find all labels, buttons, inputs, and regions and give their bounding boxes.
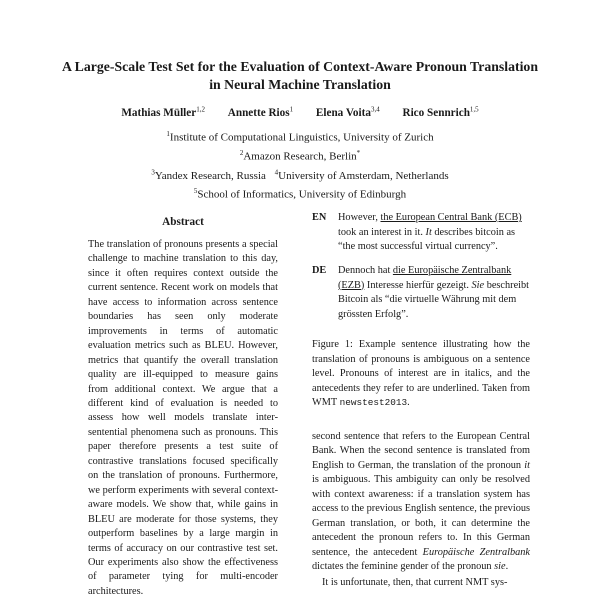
author-superscript: 1,5 [469, 105, 479, 113]
pronoun-italic: It [425, 226, 432, 238]
text-span: is ambiguous. This ambiguity can only be resolved with context awareness: if a translation system has access to the previous English sentence, the previous German translation, or both, it can determine the antecedent the pronoun refers to. In this German sentence, the antecedent [312, 474, 530, 558]
affiliation-superscript: 1 [166, 130, 170, 138]
text-span: second sentence that refers to the European Central Bank. When the second sentence is translated from English to German, the translation of the pronoun [312, 431, 530, 471]
author [402, 107, 478, 119]
affiliations [60, 127, 540, 204]
text-span: . [505, 561, 509, 573]
figure-caption [312, 338, 530, 411]
affiliation-text: Yandex Research, Russia [154, 169, 266, 182]
paragraph [312, 430, 530, 575]
affiliation-superscript: 4 [274, 168, 279, 177]
author [121, 107, 205, 119]
author-name: Elena Voita [315, 106, 371, 119]
affiliation-text: School of Informatics, University of Edinburgh [197, 189, 407, 202]
author-name: Rico Sennrich [402, 106, 470, 119]
affiliation-text: Institute of Computational Linguistics, University of Zurich [169, 131, 434, 144]
paper-title: A Large-Scale Test Set for the Evaluation of Context-Aware Pronoun Translation in Neural Machine Translation [62, 59, 538, 92]
footnote-mark: * [356, 149, 361, 158]
body-text [312, 430, 530, 590]
affiliation-text: University of Amsterdam, Netherlands [278, 169, 449, 182]
caption-code: newstest2013 [339, 397, 408, 408]
author [228, 107, 293, 119]
text-span: However, [338, 212, 381, 223]
caption-text: Figure 1: Example sentence illustrating how the translation of pronouns is ambiguous on a sentence level. Pronouns of interest are in italics, and the antecedents they refer to are underlined. Taken from WMT [312, 339, 530, 408]
author-superscript: 1 [289, 105, 294, 113]
author [316, 107, 380, 119]
affiliation [60, 184, 540, 203]
author-superscript: 1,2 [196, 105, 205, 113]
text-span: Dennoch hat [338, 265, 393, 276]
text-span: dictates the feminine gender of the pronoun [312, 561, 495, 573]
author-name: Mathias Müller [121, 106, 197, 119]
affiliation-text: Amazon Research, Berlin [243, 150, 357, 163]
text-span: took an interest in it. [338, 226, 426, 238]
affiliation-superscript: 3 [151, 168, 155, 177]
affiliation [60, 127, 540, 146]
affiliation-row [60, 165, 540, 184]
affiliation [60, 146, 540, 165]
paragraph: It is unfortunate, then, that current NMT sys- [322, 576, 508, 588]
language-tag-en: EN [312, 212, 327, 223]
pronoun-italic: Sie [471, 279, 485, 291]
example-en [312, 211, 530, 255]
affiliation [275, 170, 449, 182]
abstract-text: The translation of pronouns presents a special challenge to machine translation to this day, since it often requires context outside the current sentence. Recent work on models that have access to information across sentence boundaries has seen only moderate improvements in terms of automatic evaluation metrics such as BLEU. However, metrics that quantify the overall translation quality are ill-equipped to measure gains from additional context. We argue that a different kind of evaluation is needed to assess how well models translate inter-sentential phenomena such as pronouns. This paper therefore presents a test suite of contrastive translations focused specifically on the translation of pronouns. Furthermore, we perform experiments with several context-aware models. We show that, while gains in BLEU are moderate for those systems, they outperform baselines by a large margin in terms of accuracy on our contrastive test set. Our experiments also show the effectiveness of parameter tying for multi-encoder architectures. [88, 239, 278, 597]
affiliation-superscript: 2 [239, 149, 244, 158]
text-span: describes bitcoin as “the most successful virtual currency”. [338, 226, 516, 252]
text-span: beschreibt Bitcoin als “die virtuelle Währung mit dem grössten Erfolg”. [338, 279, 530, 320]
example-de-sentence [338, 264, 530, 322]
text-span: Interesse hierfür gezeigt. [364, 279, 472, 291]
author-list [60, 102, 540, 120]
language-tag-de: DE [312, 265, 327, 276]
affiliation-superscript: 5 [193, 187, 198, 196]
antecedent-underlined: the European Central Bank (ECB) [380, 212, 522, 223]
affiliation [151, 170, 266, 182]
italic-term: it [524, 459, 530, 471]
caption-end: . [407, 397, 410, 408]
author-name: Annette Rios [227, 106, 290, 119]
antecedent-underlined: die Europäische Zentralbank (EZB) [338, 265, 512, 291]
italic-term: Europäische Zentralbank [422, 546, 531, 558]
italic-term: sie [494, 561, 506, 573]
author-superscript: 3,4 [370, 105, 380, 113]
example-de [312, 264, 530, 322]
abstract-heading: Abstract [162, 216, 204, 228]
example-en-sentence [338, 211, 530, 255]
